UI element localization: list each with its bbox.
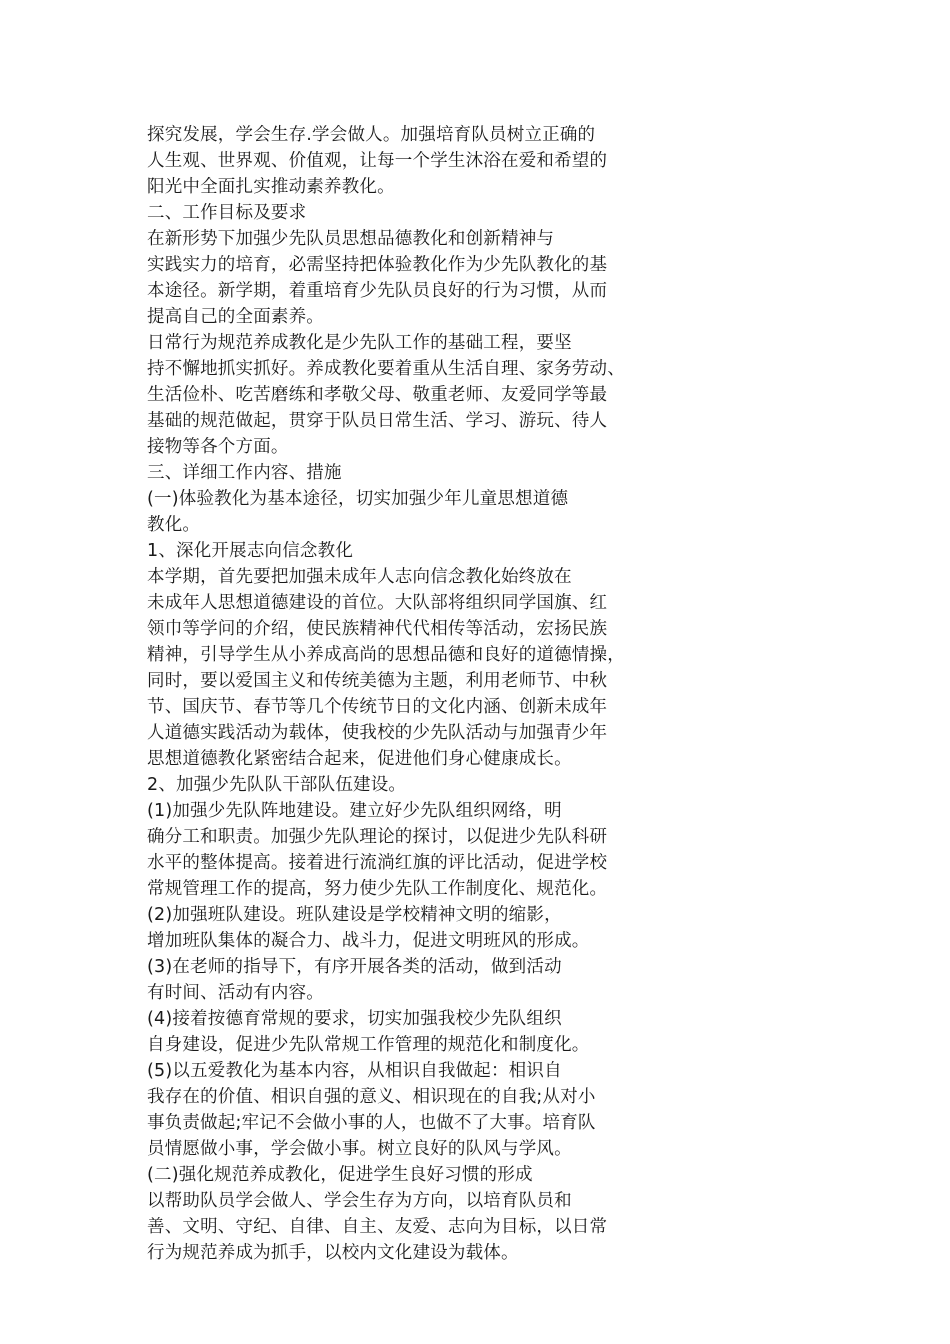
- section-heading: 三、详细工作内容、措施: [147, 463, 342, 483]
- text-line: 行为规范养成为抓手，以校内文化建设为载体。: [147, 1243, 519, 1263]
- item-heading: 2、加强少先队队干部队伍建设。: [147, 775, 407, 795]
- subsection-heading: (一)体验教化为基本途径，切实加强少年儿童思想道德: [147, 489, 569, 509]
- text-line: 善、文明、守纪、自律、自主、友爱、志向为目标，以日常: [147, 1217, 608, 1237]
- text-line: 以帮助队员学会做人、学会生存为方向，以培育队员和: [147, 1191, 572, 1211]
- text-line: 人生观、世界观、价值观，让每一个学生沐浴在爱和希望的: [147, 151, 608, 171]
- text-line: 提高自己的全面素养。: [147, 307, 324, 327]
- subsection-heading: (二)强化规范养成教化，促进学生良好习惯的形成: [147, 1165, 533, 1185]
- text-line: (1)加强少先队阵地建设。建立好少先队组织网络，明: [147, 801, 562, 821]
- text-line: 员情愿做小事，学会做小事。树立良好的队风与学风。: [147, 1139, 572, 1159]
- text-line: 同时，要以爱国主义和传统美德为主题，利用老师节、中秋: [147, 671, 608, 691]
- text-line: 人道德实践活动为载体，使我校的少先队活动与加强青少年: [147, 723, 608, 743]
- text-line: 生活俭朴、吃苦磨练和孝敬父母、敬重老师、友爱同学等最: [147, 385, 608, 405]
- item-heading: 1、深化开展志向信念教化: [147, 541, 354, 561]
- text-line: (5)以五爱教化为基本内容，从相识自我做起：相识自: [147, 1061, 562, 1081]
- text-line: 领巾等学问的介绍，使民族精神代代相传等活动，宏扬民族: [147, 619, 608, 639]
- text-line: 基础的规范做起，贯穿于队员日常生活、学习、游玩、待人: [147, 411, 608, 431]
- text-line: 事负责做起;牢记不会做小事的人，也做不了大事。培育队: [147, 1113, 596, 1133]
- text-line: 教化。: [147, 515, 201, 535]
- text-line: 增加班队集体的凝合力、战斗力，促进文明班风的形成。: [147, 931, 590, 951]
- text-line: 本学期，首先要把加强未成年人志向信念教化始终放在: [147, 567, 572, 587]
- text-line: 确分工和职责。加强少先队理论的探讨，以促进少先队科研: [147, 827, 608, 847]
- text-line: 自身建设，促进少先队常规工作管理的规范化和制度化。: [147, 1035, 590, 1055]
- text-line: 精神，引导学生从小养成高尚的思想品德和良好的道德情操，: [147, 645, 625, 665]
- text-line: 本途径。新学期，着重培育少先队员良好的行为习惯，从而: [147, 281, 608, 301]
- text-line: 节、国庆节、春节等几个传统节日的文化内涵、创新未成年: [147, 697, 608, 717]
- text-line: 未成年人思想道德建设的首位。大队部将组织同学国旗、红: [147, 593, 608, 613]
- text-line: 水平的整体提高。接着进行流淌红旗的评比活动，促进学校: [147, 853, 608, 873]
- text-line: 接物等各个方面。: [147, 437, 289, 457]
- text-line: 常规管理工作的提高，努力使少先队工作制度化、规范化。: [147, 879, 608, 899]
- text-line: (2)加强班队建设。班队建设是学校精神文明的缩影，: [147, 905, 562, 925]
- text-line: 有时间、活动有内容。: [147, 983, 324, 1003]
- text-line: 持不懈地抓实抓好。养成教化要着重从生活自理、家务劳动、: [147, 359, 625, 379]
- text-line: 在新形势下加强少先队员思想品德教化和创新精神与: [147, 229, 555, 249]
- text-line: 阳光中全面扎实推动素养教化。: [147, 177, 395, 197]
- text-line: 思想道德教化紧密结合起来，促进他们身心健康成长。: [147, 749, 572, 769]
- text-line: 日常行为规范养成教化是少先队工作的基础工程，要坚: [147, 333, 572, 353]
- text-line: (3)在老师的指导下，有序开展各类的活动，做到活动: [147, 957, 562, 977]
- document-body: [147, 122, 667, 1266]
- text-line: 探究发展，学会生存.学会做人。加强培育队员树立正确的: [147, 125, 596, 145]
- text-line: (4)接着按德育常规的要求，切实加强我校少先队组织: [147, 1009, 562, 1029]
- text-line: 实践实力的培育，必需坚持把体验教化作为少先队教化的基: [147, 255, 608, 275]
- section-heading: 二、工作目标及要求: [147, 203, 307, 223]
- text-line: 我存在的价值、相识自强的意义、相识现在的自我;从对小: [147, 1087, 596, 1107]
